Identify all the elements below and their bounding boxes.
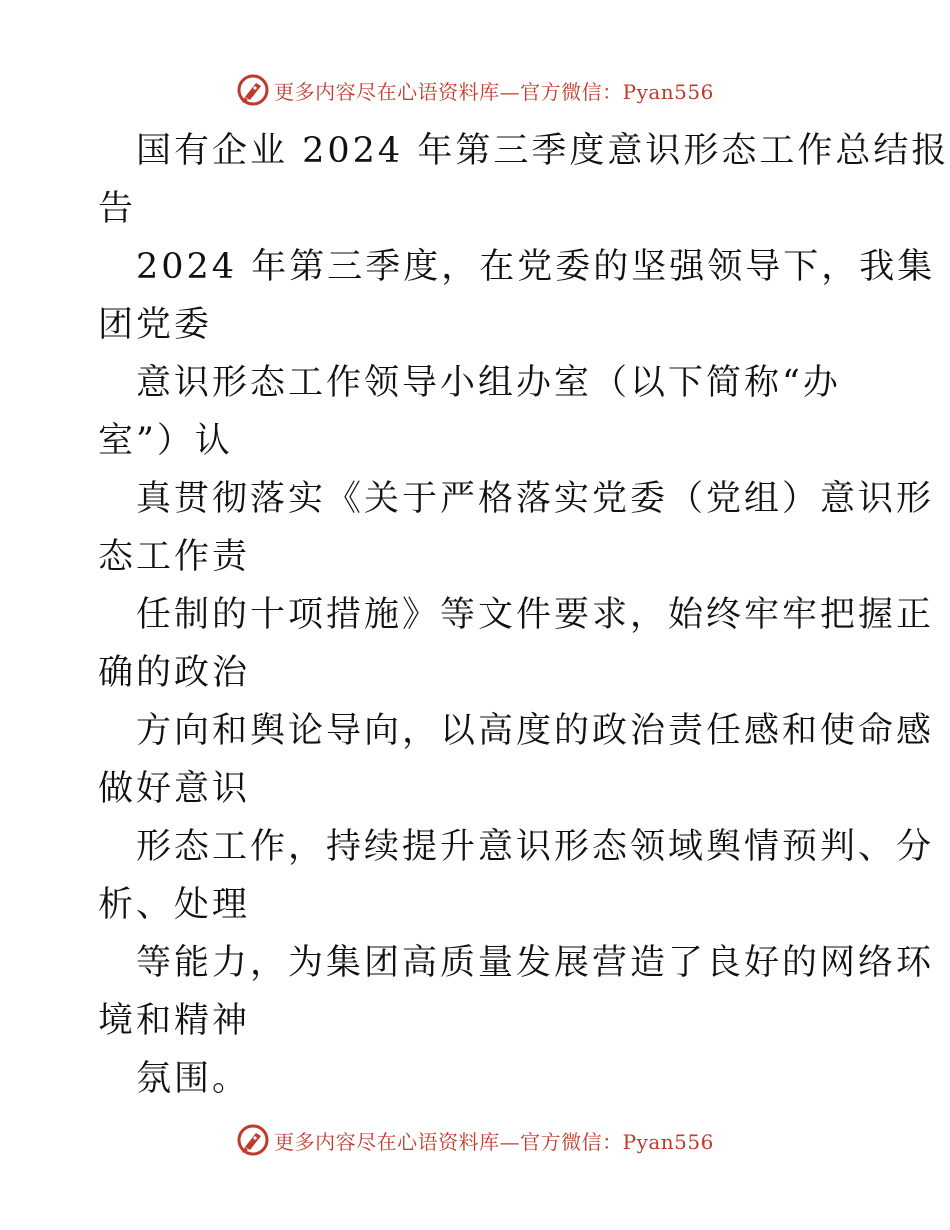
footer-watermark (0, 1120, 950, 1160)
paragraph-line: 团党委 (98, 305, 213, 345)
header-watermark (0, 70, 950, 110)
paragraph-line: 真贯彻落实《关于严格落实党委（党组）意识形 (136, 479, 935, 519)
header-watermark-text: 更多内容尽在心语资料库—官方微信：Pyan556 (274, 79, 714, 104)
document-body (98, 122, 950, 1108)
paragraph-line: 做好意识 (98, 769, 251, 809)
title-line-1: 国有企业 2024 年第三季度意识形态工作总结报 (136, 131, 950, 171)
paragraph-line: 氛围。 (136, 1059, 251, 1099)
pen-nib-logo-icon (236, 1123, 270, 1157)
paragraph-line: 态工作责 (98, 537, 251, 577)
paragraph-line: 确的政治 (98, 653, 251, 693)
paragraph-line: 境和精神 (98, 1001, 251, 1041)
paragraph-line: 室”）认 (98, 421, 233, 461)
paragraph-line: 意识形态工作领导小组办室（以下简称“办 (136, 363, 841, 403)
paragraph-line: 2024 年第三季度，在党委的坚强领导下，我集 (136, 247, 936, 287)
pen-nib-logo-icon (236, 73, 270, 107)
paragraph-line: 等能力，为集团高质量发展营造了良好的网络环 (136, 943, 935, 983)
title-line-2: 告 (98, 189, 137, 229)
paragraph-line: 任制的十项措施》等文件要求，始终牢牢把握正 (136, 595, 935, 635)
footer-watermark-text: 更多内容尽在心语资料库—官方微信：Pyan556 (274, 1129, 714, 1154)
paragraph-line: 方向和舆论导向，以高度的政治责任感和使命感 (136, 711, 935, 751)
paragraph-line: 析、处理 (98, 885, 251, 925)
paragraph-line: 形态工作，持续提升意识形态领域舆情预判、分 (136, 827, 935, 867)
